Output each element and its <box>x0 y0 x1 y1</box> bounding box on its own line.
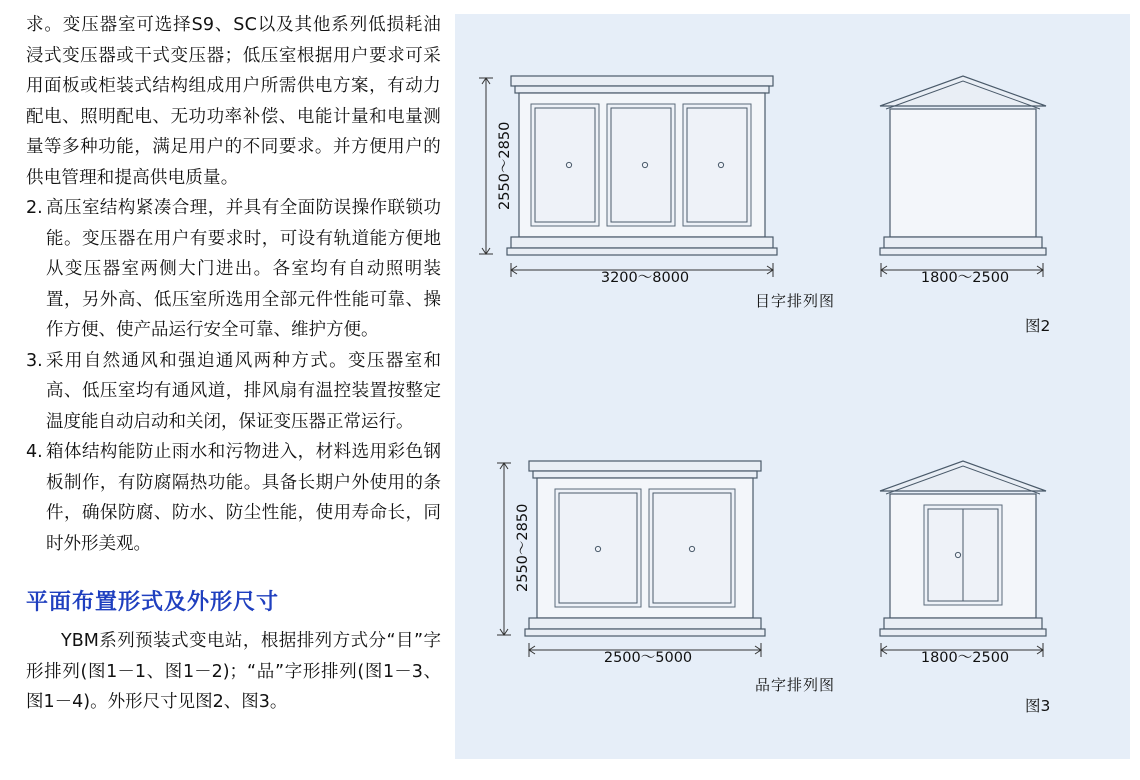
figure3-label: 图3 <box>1025 697 1051 715</box>
figure3-height-dimension: 2550～2850 <box>515 503 531 592</box>
figure3-width-dimension: 2500～5000 <box>603 650 693 666</box>
list-item <box>26 346 441 438</box>
list-item <box>26 437 441 559</box>
figure2-caption: 目字排列图 <box>755 292 836 310</box>
list-item-text: 高压室结构紧凑合理，并具有全面防误操作联锁功能。变压器在用户有要求时，可设有轨道能方便地从变压器室两侧大门进出。各室均有自动照明装置，另外高、低压室所选用全部元件性能可靠、操作方便、使产品运行安全可靠、维护方便。 <box>46 198 441 340</box>
list-item-number: 4. <box>26 442 43 462</box>
figure3-side-view <box>870 449 1060 644</box>
figure2-side-view <box>870 64 1060 264</box>
figure3-side-width-dimension: 1800～2500 <box>920 650 1010 666</box>
section-heading: 平面布置形式及外形尺寸 <box>26 590 280 615</box>
list-item-number: 2. <box>26 198 43 218</box>
list-item-text: 采用自然通风和强迫通风两种方式。变压器室和高、低压室均有通风道，排风扇有温控装置按整定温度能自动启动和关闭，保证变压器正常运行。 <box>46 350 441 432</box>
figure2-side-width-dimension: 1800～2500 <box>920 270 1010 286</box>
list-item-number: 3. <box>26 350 43 371</box>
list-item <box>26 193 441 346</box>
figure2-front-view <box>497 64 797 264</box>
figure3-caption: 品字排列图 <box>755 676 836 694</box>
text-column <box>0 0 455 780</box>
figure3-front-view <box>515 449 785 644</box>
list-item-text: 箱体结构能防止雨水和污物进入，材料选用彩色钢板制作，有防腐隔热功能。具备长期户外使用的条件，确保防腐、防水、防尘性能，使用寿命长，同时外形美观。 <box>46 442 441 554</box>
drawing-panel <box>455 14 1130 759</box>
figure2-width-dimension: 3200～8000 <box>600 270 690 286</box>
figure2-label: 图2 <box>1025 317 1051 335</box>
closing-paragraph: YBM系列预装式变电站，根据排列方式分“目”字形排列(图1－1、图1－2)；“品”字形排列(图1－3、图1－4)。外形尺寸见图2、图3。 <box>26 631 441 712</box>
figure2-height-dimension: 2550～2850 <box>497 121 513 210</box>
intro-paragraph: 求。变压器室可选择S9、SC以及其他系列低损耗油浸式变压器或干式变压器；低压室根据用户要求可采用面板或柜装式结构组成用户所需供电方案，有动力配电、照明配电、无功功率补偿、电能计量和电量测量等多种功能，满足用户的不同要求。并方便用户的供电管理和提高供电质量。 <box>26 15 441 188</box>
